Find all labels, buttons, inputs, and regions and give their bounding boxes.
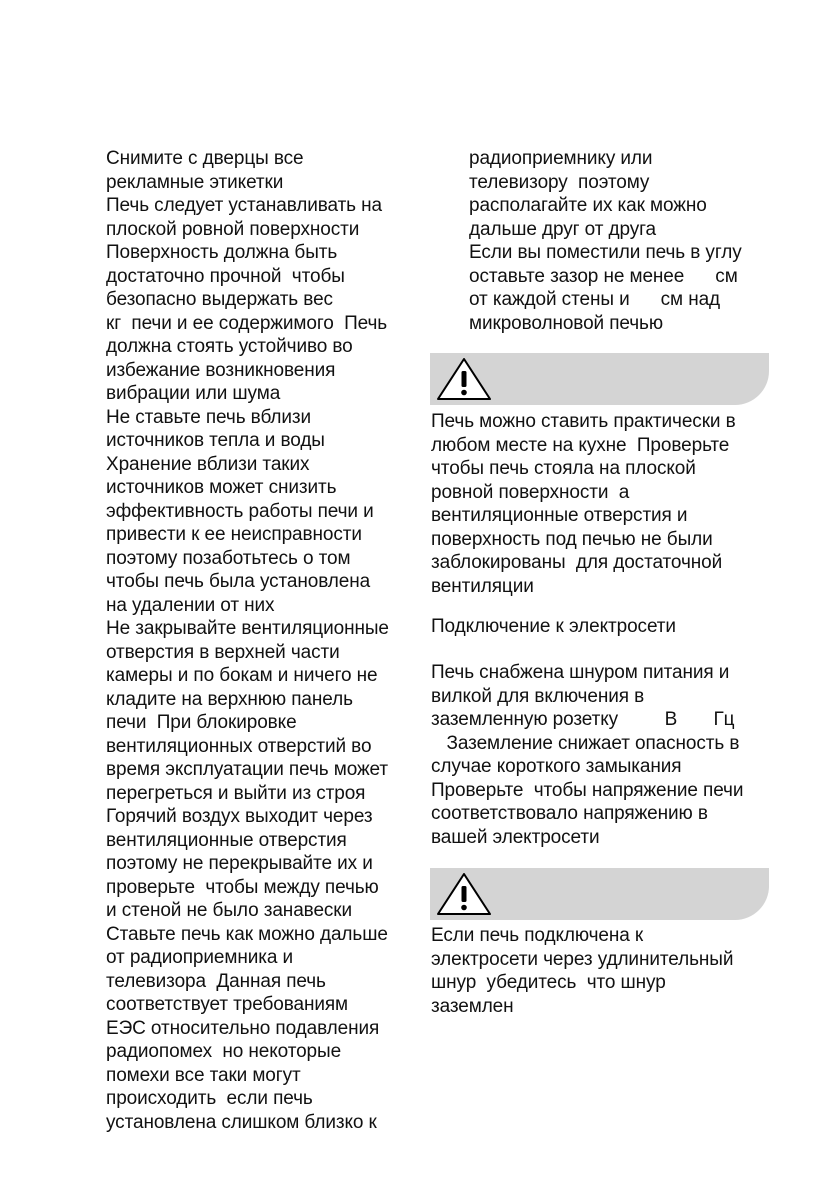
right-column-continuation	[469, 147, 742, 335]
power-connection-text	[431, 661, 743, 849]
text-line: происходить если печь	[106, 1088, 313, 1109]
text-line: Печь следует устанавливать на	[106, 195, 383, 216]
text-line: дальше друг от друга	[469, 218, 657, 240]
text-line: установлена слишком близко к	[106, 1111, 377, 1133]
text-line: заземлен	[431, 995, 514, 1017]
text-line: телевизора Данная печь	[106, 970, 326, 992]
text-line: случае короткого замыкания	[431, 756, 682, 777]
text-line: Не ставьте печь вблизи	[106, 406, 312, 428]
text-line: электросети через удлинительный	[431, 948, 734, 970]
text-line: безопасно выдержать вес	[106, 289, 333, 310]
text-line: Если вы поместили печь в углу	[469, 242, 742, 263]
warning-triangle-icon	[434, 356, 494, 402]
extension-cord-warning-text	[431, 924, 733, 1018]
text-line: заблокированы для достаточной	[431, 552, 723, 573]
text-line: телевизору поэтому	[469, 171, 650, 193]
text-line: заземленную розетку В Гц	[431, 709, 735, 730]
text-line: вилкой для включения в	[431, 685, 645, 707]
text-line: Не закрывайте вентиляционные	[106, 618, 389, 639]
text-line: Проверьте чтобы напряжение печи	[431, 779, 744, 801]
warning-triangle-icon	[434, 871, 494, 917]
text-line: и стеной не было занавески	[106, 900, 353, 921]
text-line: соответствует требованиям	[106, 994, 348, 1015]
text-line: печи При блокировке	[106, 712, 297, 733]
text-line: от каждой стены и см над	[469, 289, 721, 310]
text-line: достаточно прочной чтобы	[106, 265, 345, 287]
warning-banner	[430, 868, 769, 920]
text-line: время эксплуатации печь может	[106, 759, 388, 780]
text-line: Снимите с дверцы все	[106, 148, 304, 169]
text-line: источников может снизить	[106, 477, 337, 498]
text-line: привести к ее неисправности	[106, 524, 362, 545]
text-line: перегреться и выйти из строя	[106, 782, 366, 804]
text-line: Хранение вблизи таких	[106, 453, 310, 475]
text-line: на удалении от них	[106, 594, 275, 616]
text-line: Печь снабжена шнуром питания и	[431, 662, 730, 683]
text-line: кладите на верхнюю панель	[106, 688, 353, 710]
text-line: Поверхность должна быть	[106, 242, 338, 263]
text-line: эффективность работы печи и	[106, 500, 374, 522]
text-line: поэтому не перекрывайте их и	[106, 853, 373, 874]
text-line: радиопомех но некоторые	[106, 1041, 342, 1062]
section-heading: Подключение к электросети	[431, 616, 676, 637]
text-line: вашей электросети	[431, 826, 600, 848]
text-line: вентиляционных отверстий во	[106, 735, 372, 757]
text-line: Если печь подключена к	[431, 925, 644, 946]
text-line: кг печи и ее содержимого Печь	[106, 312, 388, 334]
text-line: Ставьте печь как можно дальше	[106, 923, 388, 945]
text-line: ровной поверхности а	[431, 481, 630, 503]
text-line: шнур убедитесь что шнур	[431, 972, 666, 993]
text-line: отверстия в верхней части	[106, 641, 340, 663]
text-line: источников тепла и воды	[106, 430, 325, 451]
text-line: избежание возникновения	[106, 359, 336, 381]
left-column-text	[106, 147, 389, 1134]
text-line: любом месте на кухне Проверьте	[431, 434, 730, 456]
text-line: чтобы печь стояла на плоской	[431, 458, 696, 479]
text-line: плоской ровной поверхности	[106, 218, 360, 240]
text-line: вентиляции	[431, 575, 534, 597]
placement-warning-text	[431, 410, 736, 598]
text-line: располагайте их как можно	[469, 195, 707, 216]
text-line: Заземление снижает опасность в	[431, 732, 740, 754]
text-line: соответствовало напряжению в	[431, 803, 708, 824]
text-line: должна стоять устойчиво во	[106, 336, 353, 357]
text-line: вибрации или шума	[106, 383, 281, 404]
text-line: поверхность под печью не были	[431, 528, 713, 550]
text-line: поэтому позаботьтесь о том	[106, 547, 351, 569]
text-line: Печь можно ставить практически в	[431, 411, 736, 432]
text-line: рекламные этикетки	[106, 171, 284, 193]
text-line: радиоприемнику или	[469, 148, 653, 169]
text-line: камеры и по бокам и ничего не	[106, 665, 378, 686]
text-line: микроволновой печью	[469, 312, 664, 334]
warning-banner	[430, 353, 769, 405]
text-line: вентиляционные отверстия и	[431, 505, 688, 526]
text-line: оставьте зазор не менее см	[469, 265, 738, 287]
text-line: вентиляционные отверстия	[106, 829, 347, 851]
text-line: чтобы печь была установлена	[106, 571, 371, 592]
text-line: от радиоприемника и	[106, 947, 294, 968]
text-line: Горячий воздух выходит через	[106, 806, 373, 827]
text-line: проверьте чтобы между печью	[106, 876, 379, 898]
text-line: ЕЭС относительно подавления	[106, 1017, 380, 1039]
text-line: помехи все таки могут	[106, 1064, 301, 1086]
